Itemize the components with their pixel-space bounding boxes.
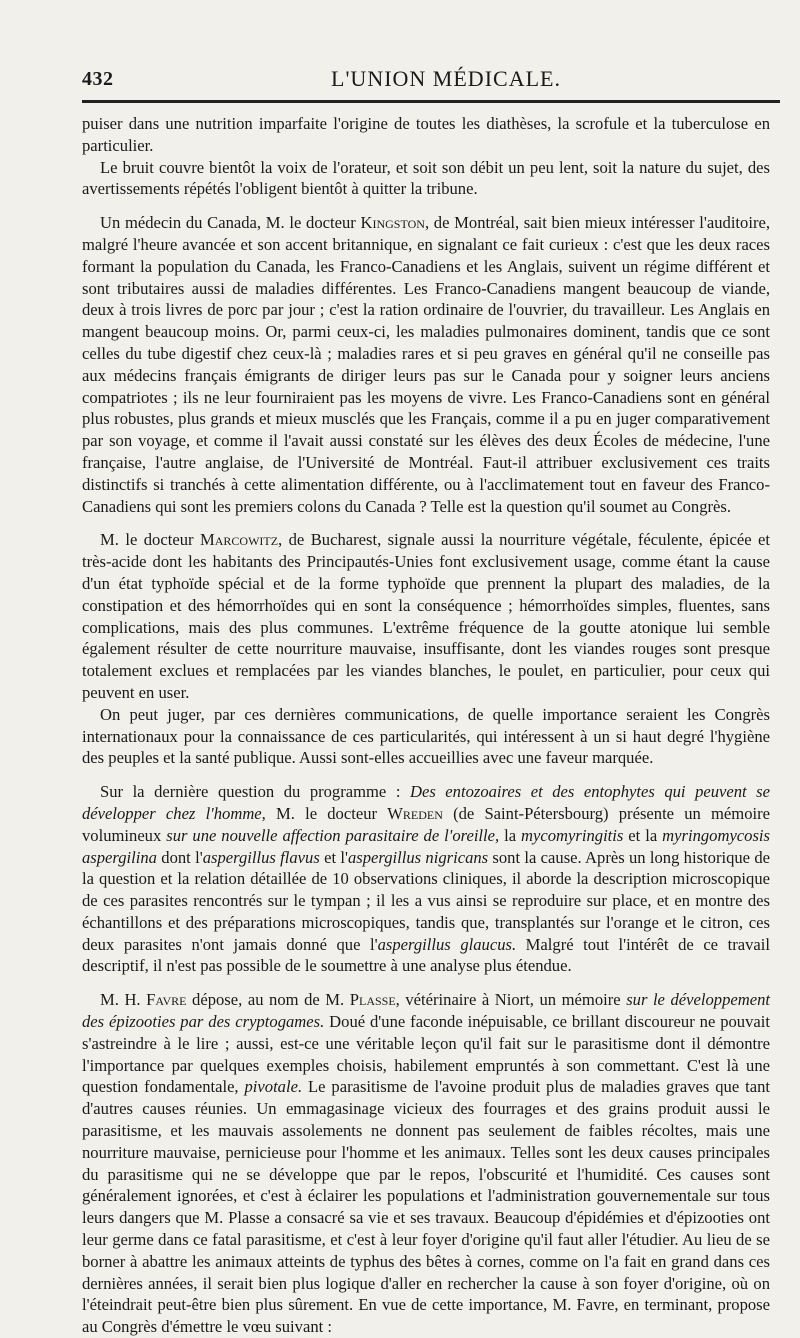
running-title: L'UNION MÉDICALE. [331, 66, 561, 91]
text-run: Le parasitisme de l'avoine produit plus de maladies graves que tant d'autres causes réunies. Un emmagasinage vicieux des fourrages et des grains produit aussi le parasitisme, et les mauvais assolements ne donnent pas seulement de faibles récoltes, mais une nourriture mauvaise, pernicieuse pour l'homme et les animaux. Telles sont les deux causes principales du parasitisme qui ne se développe que par le repos, l'obscurité et l'humidité. Ces causes sont généralement ignorées, et c'est à éclairer les populations et l'administration gouvernementale sur tous leurs dangers que M. Plasse a consacré sa vie et ses travaux. Beaucoup d'épidémies et d'épizooties ont leur germe dans ce fatal parasitisme, et c'est à leur foyer d'origine qu'il faut aller l'étudier. Au lieu de se borner à abattre les animaux atteints de typhus des bêtes à cornes, comme on l'a fait en grand dans ces dernières années, il serait bien plus logique d'aller en rechercher la cause à son foyer d'origine, où on l'éteindrait peut-être bien plus sûrement. En vue de cette importance, M. Favre, en terminant, propose au Congrès d'émettre le vœu suivant : [82, 1077, 770, 1337]
header-rule [82, 100, 780, 103]
text-run: Un médecin du Canada, M. le docteur [100, 213, 361, 233]
italic-run: sur le développement des épizooties par des cryptogames. [82, 990, 770, 1032]
person-name: Marcowitz [199, 530, 279, 550]
paragraph-6 [82, 781, 770, 977]
text-run: Doué d'une faconde inépuisable, ce brillant discoureur ne pouvait s'astreindre à le lire ; aussi, est-ce une véritable leçon qu'il fait sur le parasitisme dont il démontre l'importance par quelques exemples choisis, habilement empruntés à son commettant. C'est là une question fondamentale, [82, 1012, 770, 1097]
paragraph-4 [82, 529, 770, 703]
text-run: Sur la dernière question du programme : [100, 782, 410, 802]
person-name: Favre [146, 990, 187, 1010]
text-run: M. le docteur [265, 803, 388, 823]
person-name: Wreden [387, 803, 443, 823]
text-run: (de Saint-Pétersbourg) présente un mémoire volumineux [82, 803, 770, 845]
italic-run: aspergillus flavus [202, 847, 320, 867]
text-run: , vétérinaire à Niort, un mémoire [395, 990, 627, 1010]
person-name: Kingston [360, 213, 425, 233]
text-run: la [499, 825, 522, 845]
paragraph-3 [82, 212, 770, 517]
italic-run: sur une nouvelle affection parasitaire de l'oreille, [166, 825, 500, 845]
italic-run: Des entozoaires et des entophytes qui peuvent se développer chez l'homme, [82, 782, 771, 823]
page-number: 432 [82, 68, 114, 90]
text-run: et l' [319, 847, 348, 867]
person-name: Plasse [349, 990, 396, 1010]
paragraph-7 [82, 989, 770, 1338]
text-run: dépose, au nom de M. [186, 990, 350, 1010]
text-run: Malgré tout l'intérêt de ce travail descriptif, il n'est pas possible de le soumettre à une analyse plus étendue. [82, 934, 770, 976]
text-run: sont la cause. Après un long historique de la question et la relation détaillée de 10 observations cliniques, il aborde la description microscopique de ces parasites rencontrés sur le tympan ; il les a vus ainsi se reproduire sur place, et en montre des échantillons et des préparations microscopiques, tandis que, transplantés sur l'orange et le citron, ces deux parasites n'ont jamais donné que l' [82, 847, 771, 954]
article-body [82, 113, 770, 1338]
text-run: dont l' [156, 847, 203, 867]
paragraph-2: Le bruit couvre bientôt la voix de l'orateur, et soit son débit un peu lent, soit la nature du sujet, des avertissements répétés l'obligent bientôt à quitter la tribune. [82, 157, 770, 199]
italic-run: pivotale. [244, 1077, 303, 1097]
text-run: M. H. [100, 990, 147, 1010]
text-run: , de Montréal, sait bien mieux intéresser l'auditoire, malgré l'heure avancée et son accent britannique, en signalant ce fait curieux : c'est que les deux races formant la population du Canada, les Franco-Canadiens et les Anglais, suivent un régime différent et sont tributaires aussi de maladies différentes. Les Franco-Canadiens mangent beaucoup de viande, deux à trois livres de porc par jour ; c'est la ration ordinaire de l'ouvrier, du travailleur. Les Anglais en mangent beaucoup moins. Or, parmi ceux-ci, les maladies pulmonaires dominent, tandis que ce sont celles du tube digestif chez ceux-là ; maladies rares et si peu graves en général qu'il ne conseille pas aux médecins français émigrants de diriger leurs pas sur le Canada pour y soigner leurs anciens compatriotes ; ils ne leur fourniraient pas les moyens de vivre. Les Franco-Canadiens sont en général plus robustes, plus grands et mieux musclés que les Français, comme il a pu en juger comparativement par son voyage, et comme il l'avait aussi constaté sur les élèves des deux Écoles de médecine, l'une française, l'autre anglaise, de l'Université de Montréal. Faut-il attribuer exclusivement ces traits distinctifs si tranchés à cette alimentation différente, ou à l'acclimatement tout en faveur des Franco-Canadiens qui sont les premiers colons du Canada ? Telle est la question qu'il soumet au Congrès. [82, 213, 770, 516]
text-run: et la [623, 825, 663, 845]
paragraph-1: puiser dans une nutrition imparfaite l'origine de toutes les diathèses, la scrofule et la tuberculose en particulier. [82, 114, 770, 155]
italic-run: aspergillus nigricans [347, 847, 489, 867]
page-header [82, 58, 770, 98]
text-run: , de Bucharest, signale aussi la nourriture végétale, féculente, épicée et très-acide dont les habitants des Principautés-Unies font exclusivement usage, comme étant la cause d'un état typhoïde spécial et de la forme typhoïde que prennent la plupart des maladies, de la constipation et des hémorrhoïdes qui en sont la conséquence ; hémorrhoïdes simples, fluentes, sans complications, mais des plus communes. L'extrême fréquence de la goutte atonique lui semble également résulter de cette nourriture mauvaise, insuffisante, dont les viandes rouges sont presque totalement exclues et remplacées par les viandes blanches, le poulet, en particulier, pour ceux qui peuvent en user. [82, 530, 770, 702]
paragraph-5: On peut juger, par ces dernières communications, de quelle importance seraient les Congrès internationaux pour la connaissance de ces particularités, qui intéressent à un si haut degré l'hygiène des peuples et la santé publique. Aussi sont-elles accueillies avec une faveur marquée. [82, 704, 770, 768]
italic-run: myringomycosis aspergilina [82, 825, 770, 867]
italic-run: aspergillus glaucus. [377, 934, 517, 954]
italic-run: mycomyringitis [521, 825, 624, 845]
text-run: M. le docteur [100, 530, 200, 550]
